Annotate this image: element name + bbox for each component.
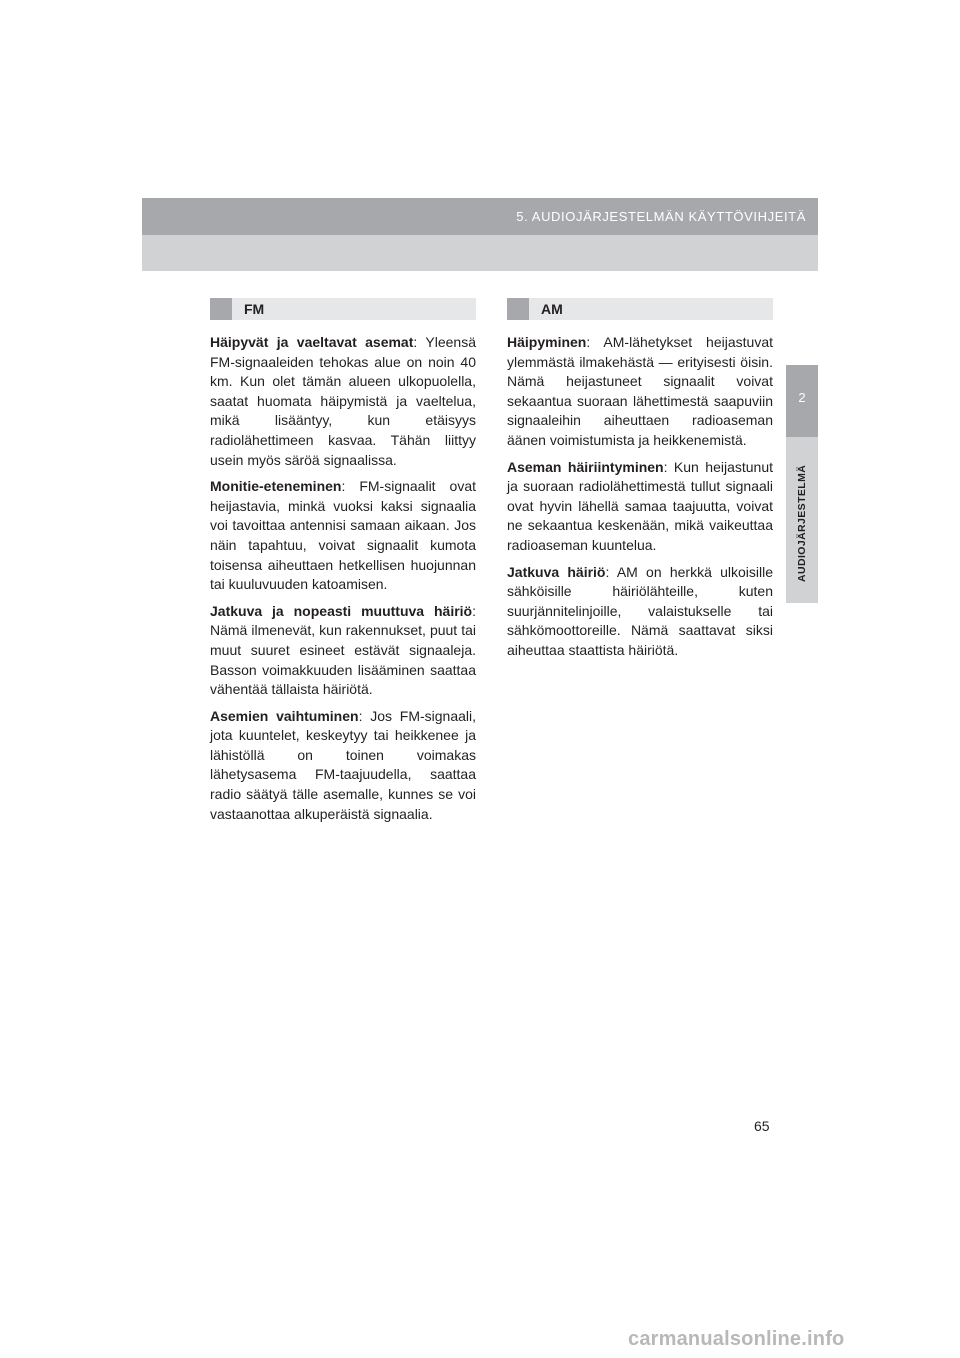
- am-paragraph: [507, 333, 773, 451]
- am-term: Häipyminen: [507, 334, 587, 350]
- am-term: Aseman häiriintyminen: [507, 458, 664, 475]
- am-section-title: AM: [541, 301, 563, 317]
- fm-text: : Jos FM-signaali, jota kuuntelet, keskeytyy tai heikkenee ja lähistöllä on toinen voimakas lähetysasema FM-taajuudella, saattaa radio säätyä tälle asemalle, kunnes se voi vastaanottaa alkuperäistä signaalia.: [210, 707, 477, 822]
- am-paragraph: [507, 458, 773, 556]
- fm-section: [210, 298, 476, 831]
- am-text: : AM-lähetykset heijastuvat ylemmästä ilmakehästä — erityisesti öisin. Nämä heijastuneet signaalit voivat sekaantua suoraan lähettimestä saapuviin signaaleihin aiheuttaen radioaseman äänen voimistumista ja heikkenemistä.: [507, 334, 773, 448]
- section-marker: [210, 298, 232, 320]
- fm-text: : Yleensä FM-signaaleiden tehokas alue on noin 40 km. Kun olet tämän alueen ulkopuolella, saatat huomata häipymistä ja vaeltelua, mikä lisääntyy, kun etäisyys radiolähettimeen kasvaa. Tähän liittyy usein myös säröä signaalissa.: [210, 334, 477, 468]
- section-marker: [507, 298, 529, 320]
- fm-paragraph: [210, 333, 476, 470]
- am-text: : AM on herkkä ulkoisille sähköisille häiriölähteille, kuten suurjännitelinjoille, valaistukselle tai sähkömoottoreille. Nämä saattavat siksi aiheuttaa staattista häiriötä.: [507, 563, 773, 658]
- page-number: 65: [754, 1118, 770, 1134]
- fm-text: : FM-signaalit ovat heijastavia, minkä vuoksi kaksi signaalia voi tavoittaa antennisi samaan aikaan. Jos näin tapahtuu, voivat signaalit kumota toisensa aiheuttaen hetkellisen huojunnan tai kuuluvuuden katoamisen.: [210, 478, 476, 593]
- fm-term: Häipyvät ja vaeltavat asemat: [210, 334, 414, 350]
- fm-text: : Nämä ilmenevät, kun rakennukset, puut tai muut suuret esineet estävät signaaleja. Basson voimakkuuden lisääminen saattaa vähentää tällaista häiriötä.: [210, 602, 476, 698]
- fm-paragraph: [210, 477, 476, 595]
- am-text: : Kun heijastunut ja suoraan radiolähettimestä tullut signaali ovat hyvin lähellä samaa taajuutta, voivat ne sekaantua keskenään, mikä vaikeuttaa radioaseman kuuntelua.: [507, 458, 773, 553]
- fm-section-header: [210, 298, 476, 320]
- chapter-tab-number: 2: [798, 390, 806, 405]
- fm-section-title: FM: [244, 301, 265, 317]
- am-term: Jatkuva häiriö: [507, 563, 606, 580]
- am-section-header: [507, 298, 773, 320]
- chapter-title: 5. AUDIOJÄRJESTELMÄN KÄYTTÖVIHJEITÄ: [516, 209, 806, 224]
- am-paragraph: [507, 563, 773, 661]
- chapter-header-bar: [142, 198, 818, 235]
- fm-paragraph: [210, 602, 476, 700]
- chapter-tab-label: AUDIOJÄRJESTELMÄ: [796, 464, 808, 582]
- fm-paragraph: [210, 707, 476, 825]
- watermark: carmanualsonline.info: [628, 1328, 845, 1350]
- fm-term: Jatkuva ja nopeasti muuttuva häiriö: [210, 602, 473, 619]
- fm-term: Monitie-eteneminen: [210, 478, 342, 495]
- chapter-tab: [786, 365, 818, 437]
- am-section: [507, 298, 773, 668]
- fm-term: Asemien vaihtuminen: [210, 707, 359, 724]
- chapter-header-subbar: [142, 235, 818, 271]
